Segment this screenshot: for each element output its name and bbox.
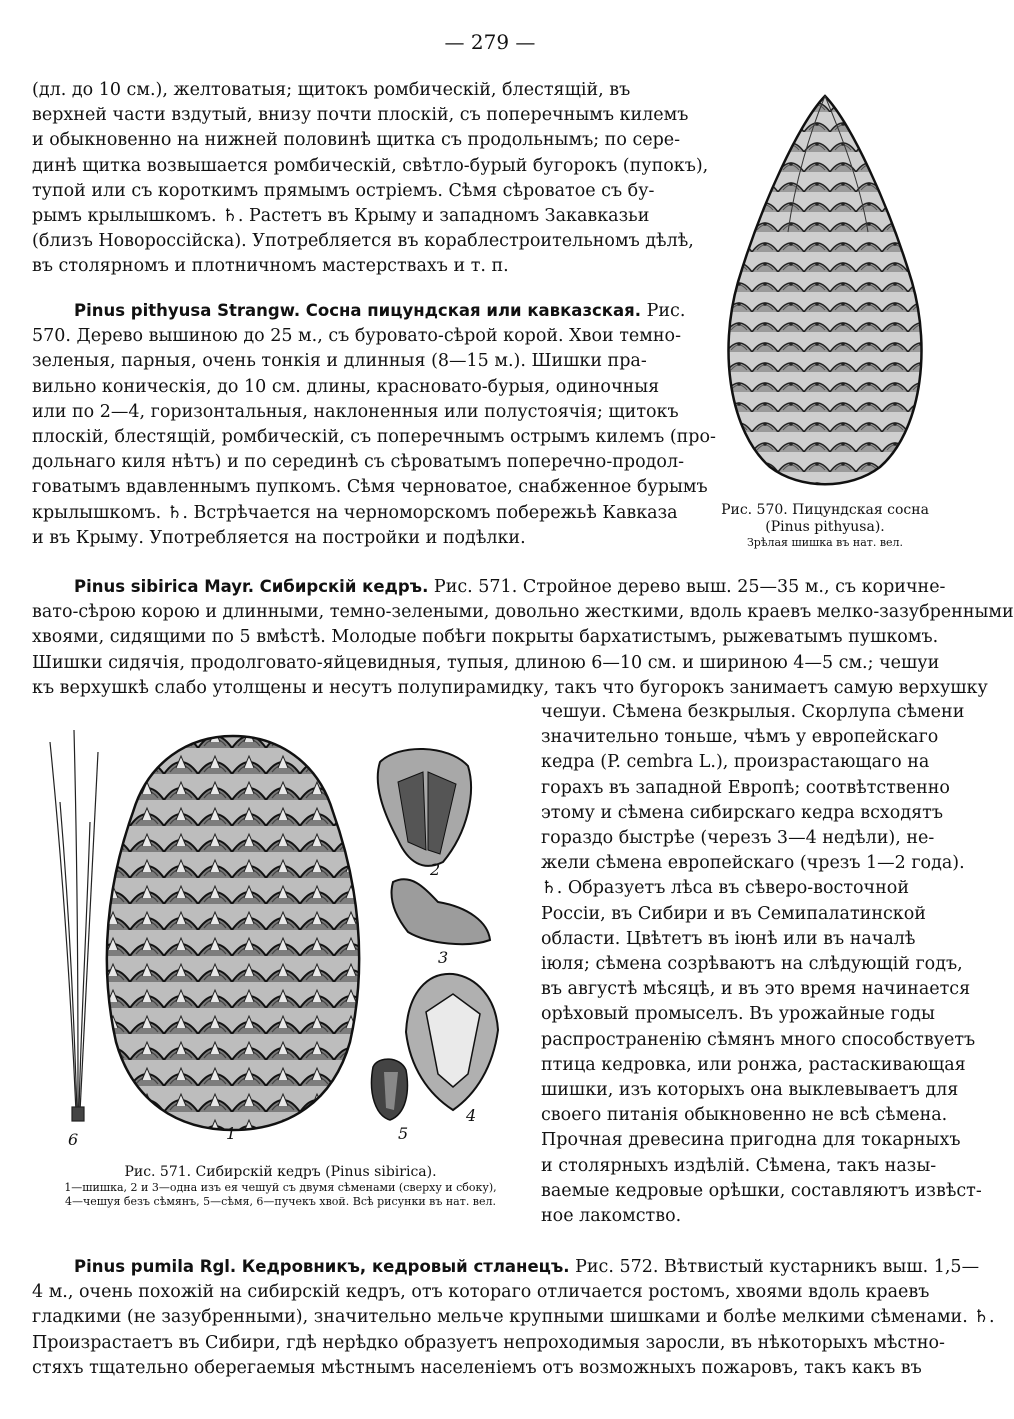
- text-line: ваемые кедровые орѣшки, составляютъ извѣст-: [541, 1180, 982, 1201]
- caption-title: Рис. 571. Сибирскій кедръ (Pinus sibirica).: [124, 1164, 437, 1180]
- text-line: гладкими (не зазубренными), значительно мельче крупными шишками и болѣе мелкими сѣменами. ♄.: [32, 1307, 995, 1328]
- seed-illustration: [372, 1059, 408, 1120]
- text-line: въ августѣ мѣсяцѣ, и въ это время начинается: [541, 979, 971, 1000]
- figure-570: [700, 92, 950, 502]
- text-line: жели сѣмена европейскаго (чрезъ 1—2 года).: [541, 853, 965, 874]
- scale-with-seeds-top-illustration: [378, 749, 471, 866]
- sibirica-cone-illustration: [107, 736, 359, 1130]
- figure-label-3: 3: [438, 948, 449, 967]
- text-line: къ верхушкѣ слабо утолщены и несутъ полупирамидку, такъ что бугорокъ занимаетъ самую верхушку: [32, 677, 988, 698]
- text-line: кедра (P. cembra L.), произрастающаго на: [541, 752, 930, 773]
- caption-title: Рис. 570. Пицундская сосна: [721, 502, 929, 518]
- figure-label-6: 6: [68, 1130, 79, 1149]
- paragraph-pinus-sibirica: [32, 574, 1014, 701]
- text-line: Прочная древесина пригодна для токарныхъ: [541, 1130, 961, 1151]
- russian-name: Сибирскій кедръ.: [259, 577, 429, 596]
- text-line: Произрастаетъ въ Сибири, гдѣ нерѣдко образуетъ непроходимыя заросли, въ нѣкоторыхъ мѣстно-: [32, 1332, 945, 1353]
- text-line: дольнаго киля нѣтъ) и по серединѣ съ сѣроватымъ поперечно-продол-: [32, 452, 684, 473]
- text-line: чешуи. Сѣмена безкрылыя. Скорлупа сѣмени: [541, 702, 965, 722]
- scale-side-view-illustration: [391, 879, 490, 944]
- needle-bundle-illustration: [50, 730, 98, 1121]
- scientific-name: Pinus pumila Rgl.: [74, 1257, 237, 1276]
- text-line: распространенію сѣмянъ много способствуетъ: [541, 1029, 976, 1050]
- text-line: Россіи, въ Сибири и въ Семипалатинской: [541, 903, 926, 924]
- figure-570-caption: [700, 502, 950, 550]
- paragraph-pinus-sibirica-column: [541, 700, 982, 1229]
- caption-note: Зрѣлая шишка въ нат. вел.: [746, 536, 904, 549]
- text-line: ное лакомство.: [541, 1206, 682, 1227]
- scale-without-seeds-illustration: [406, 974, 498, 1110]
- russian-name: Кедровникъ, кедровый стланецъ.: [241, 1257, 570, 1276]
- caption-species: (Pinus pithyusa).: [765, 519, 885, 535]
- text-line: верхней части вздутый, внизу почти плоскій, съ поперечнымъ килемъ: [32, 105, 689, 126]
- text-line: плоскій, блестящій, ромбическій, съ поперечнымъ острымъ килемъ (про-: [32, 427, 716, 448]
- text-line: (дл. до 10 см.), желтоватыя; щитокъ ромбическій, блестящій, въ: [32, 80, 631, 100]
- figure-label-4: 4: [466, 1106, 477, 1125]
- text-line: своего питанія обыкновенно не всѣ сѣмена.: [541, 1105, 948, 1126]
- figure-571-caption: [28, 1164, 533, 1209]
- text-line: хвоями, сидящими по 5 вмѣстѣ. Молодые побѣги покрыты бархатистымъ, рыжеватымъ пушкомъ.: [32, 627, 939, 648]
- text-line: и столярныхъ издѣлій. Сѣмена, такъ назы-: [541, 1155, 937, 1176]
- page-number: — 279 —: [444, 30, 536, 54]
- entry-heading-line: [32, 574, 954, 600]
- russian-name: Сосна пицундская или кавказская.: [305, 301, 642, 320]
- text-line: 4 м., очень похожій на сибирскій кедръ, отъ котораго отличается ростомъ, хвоями вдоль краевъ: [32, 1282, 930, 1303]
- text-line: динѣ щитка возвышается ромбическій, свѣтло-бурый бугорокъ (пупокъ),: [32, 155, 709, 176]
- text-line: значительно тоньше, чѣмъ у европейскаго: [541, 727, 939, 748]
- text-line: іюля; сѣмена созрѣваютъ на слѣдующій годъ,: [541, 954, 963, 975]
- text-fragment: Рис.: [646, 301, 686, 321]
- text-line: (близъ Новороссійска). Употребляется въ кораблестроительномъ дѣлѣ,: [32, 231, 694, 252]
- text-line: стяхъ тщательно оберегаемыя мѣстнымъ населеніемъ отъ возможныхъ пожаровъ, такъ какъ въ: [32, 1357, 922, 1378]
- text-line: этому и сѣмена сибирскаго кедра всходятъ: [541, 802, 943, 823]
- text-line: и обыкновенно на нижней половинѣ щитка съ продольнымъ; по сере-: [32, 130, 681, 151]
- text-line: горахъ въ западной Европѣ; соотвѣтственно: [541, 777, 950, 798]
- siberian-pine-illustrations: [28, 722, 533, 1162]
- text-line: области. Цвѣтетъ въ іюнѣ или въ началѣ: [541, 928, 916, 949]
- text-line: рымъ крылышкомъ. ♄. Растетъ въ Крыму и западномъ Закавказьи: [32, 206, 650, 227]
- caption-note: 4—чешуя безъ сѣмянъ, 5—сѣмя, 6—пучекъ хвой. Всѣ рисунки въ нат. вел.: [65, 1195, 496, 1208]
- text-line: 570. Дерево вышиною до 25 м., съ буровато-сѣрой корой. Хвои темно-: [32, 326, 681, 347]
- text-line: ♄. Образуетъ лѣса въ сѣверо-восточной: [541, 878, 909, 899]
- entry-heading-line: [32, 1254, 980, 1280]
- text-line: вильно коническія, до 10 см. длины, красновато-бурыя, одиночныя: [32, 376, 660, 397]
- text-line: или по 2—4, горизонтальныя, наклоненныя или полустоячія; щитокъ: [32, 401, 679, 422]
- figure-label-2: 2: [430, 860, 441, 879]
- figure-label-5: 5: [398, 1124, 409, 1143]
- caption-note: 1—шишка, 2 и 3—одна изъ ея чешуй съ двумя сѣменами (сверху и сбоку),: [64, 1181, 497, 1194]
- pine-cone-illustration: [700, 92, 950, 502]
- text-line: шишки, изъ которыхъ она выклевываетъ для: [541, 1080, 959, 1101]
- text-line: гораздо быстрѣе (черезъ 3—4 недѣли), не-: [541, 828, 935, 849]
- scientific-name: Pinus sibirica Mayr.: [74, 577, 255, 596]
- paragraph-pinus-pumila: [32, 1254, 995, 1381]
- text-line: крылышкомъ. ♄. Встрѣчается на черноморскомъ побережьѣ Кавказа: [32, 502, 678, 523]
- text-line: говатымъ вдавленнымъ пупкомъ. Сѣмя черноватое, снабженное бурымъ: [32, 477, 708, 498]
- figure-571: [28, 722, 533, 1162]
- text-line: Шишки сидячія, продолговато-яйцевидныя, тупыя, длиною 6—10 см. и шириною 4—5 см.; чешуи: [32, 652, 940, 673]
- text-fragment: Рис. 571. Стройное дерево выш. 25—35 м., съ коричне-: [433, 577, 946, 597]
- entry-heading-line: [32, 298, 686, 324]
- paragraph-pinus-pithyusa: [32, 298, 716, 551]
- text-line: птица кедровка, или ронжа, растаскивающая: [541, 1054, 966, 1075]
- figure-label-1: 1: [226, 1124, 237, 1143]
- text-line: въ столярномъ и плотничномъ мастерствахъ и т. п.: [32, 256, 509, 277]
- text-line: зеленыя, парныя, очень тонкія и длинныя (8—15 м.). Шишки пра-: [32, 351, 647, 372]
- scientific-name: Pinus pithyusa Strangw.: [74, 301, 301, 320]
- text-line: вато-сѣрою корою и длинными, темно-зелеными, довольно жесткими, вдоль краевъ мелко-зазубренными: [32, 602, 1014, 623]
- text-line: тупой или съ короткимъ прямымъ остріемъ. Сѣмя сѣроватое съ бу-: [32, 180, 655, 201]
- paragraph-continuation: [32, 78, 709, 280]
- text-fragment: Рис. 572. Вѣтвистый кустарникъ выш. 1,5—: [575, 1257, 980, 1277]
- text-line: и въ Крыму. Употребляется на постройки и подѣлки.: [32, 527, 526, 548]
- text-line: орѣховый промыселъ. Въ урожайные годы: [541, 1004, 935, 1025]
